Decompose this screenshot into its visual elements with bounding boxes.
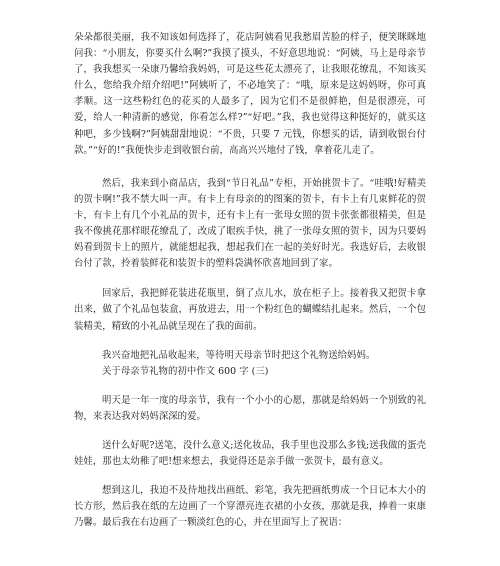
paragraph-making-card: 想到这儿，我迫不及待地找出画纸、彩笔，我先把画纸剪成一个日记本大小的长方形，然后我在纸的左边画了一个穿漂亮连衣裙的小女孩，那就是我，捧着一束康乃馨。最后我在右边画了一颗淡红色的心，并在里面写上了祝语： — [74, 485, 426, 529]
paragraph-greeting-card: 然后，我来到小商品店，我到“节日礼品”专柜，开始挑贺卡了。“哇哦!好精美的贺卡啊!”我不禁大叫一声。有卡上有母亲的的图案的贺卡，有卡上有几束鲜花的贺卡，有卡上有几个小礼品的贺卡，还有卡上有一张母女照的贺卡张张都很精美，但是我不像挑花那样眼花缭乱了，改成了眼疾手快，挑了一张母女照的贺卡，因为只要妈妈看到贺卡上的照片，就能想起我，想起我们在一起的美好时光。我选好后，去收银台付了款，拎着装鲜花和装贺卡的塑料袋满怀欣喜地回到了家。 — [74, 177, 426, 270]
document-page — [74, 30, 426, 531]
paragraph-flower-shop: 朵朵都很美丽，我不知该如何选择了，花店阿姨看见我愁眉苦脸的样子，便笑眯眯地问我：“小朋友，你要买什么啊?”我摸了摸头，不好意思地说：“阿姨，马上是母亲节了，我我想买一朵康乃馨给我妈妈，可是这些花太漂亮了，让我眼花缭乱，不知该买什么，您给我介绍介绍吧!”阿姨听了，不必地笑了：“哦，原来是这妈妈呀，你可真孝顺。这一这些粉红色的花买的人最多了，因为它们不是很鲜艳，但是很漂亮，可爱，给人一种清新的感觉，你看怎么样?”“好吧。”我，我也觉得这种挺好的，就买这种吧，多少钱啊?”阿姨甜甜地说：“不贵，只要 7 元钱，你想买的话，请到收银台付款。”“好的!”我便快步走到收银台前，高高兴兴地付了钱，拿着花儿走了。 — [74, 32, 426, 156]
paragraph-gift-wrapping: 回家后，我把鲜花装进花瓶里，倒了点儿水，放在柜子上。接着我又把贺卡拿出来，做了个礼品包装盒，再放进去，用一个粉红色的蝴蝶结扎起来。然后，一个包装精美，精致的小礼品就呈现在了我的面前。 — [74, 288, 426, 332]
paragraph-waiting: 我兴奋地把礼品收起来，等待明天母亲节时把这个礼物送给妈妈。 — [102, 349, 376, 361]
paragraph-choosing-gift: 送什么好呢?送笔，没什么意义;送化妆品，我手里也没那么多钱;送我做的蛋壳娃娃，那也太幼稚了吧!想来想去，我觉得还是亲手做一张贺卡，最有意义。 — [74, 439, 426, 468]
essay-heading: 关于母亲节礼物的初中作文 600 字 (三) — [102, 365, 269, 377]
paragraph-wish: 明天是一年一度的母亲节，我有一个小小的心愿，那就是给妈妈一个别致的礼物，来表达我对妈妈深深的爱。 — [74, 394, 426, 422]
